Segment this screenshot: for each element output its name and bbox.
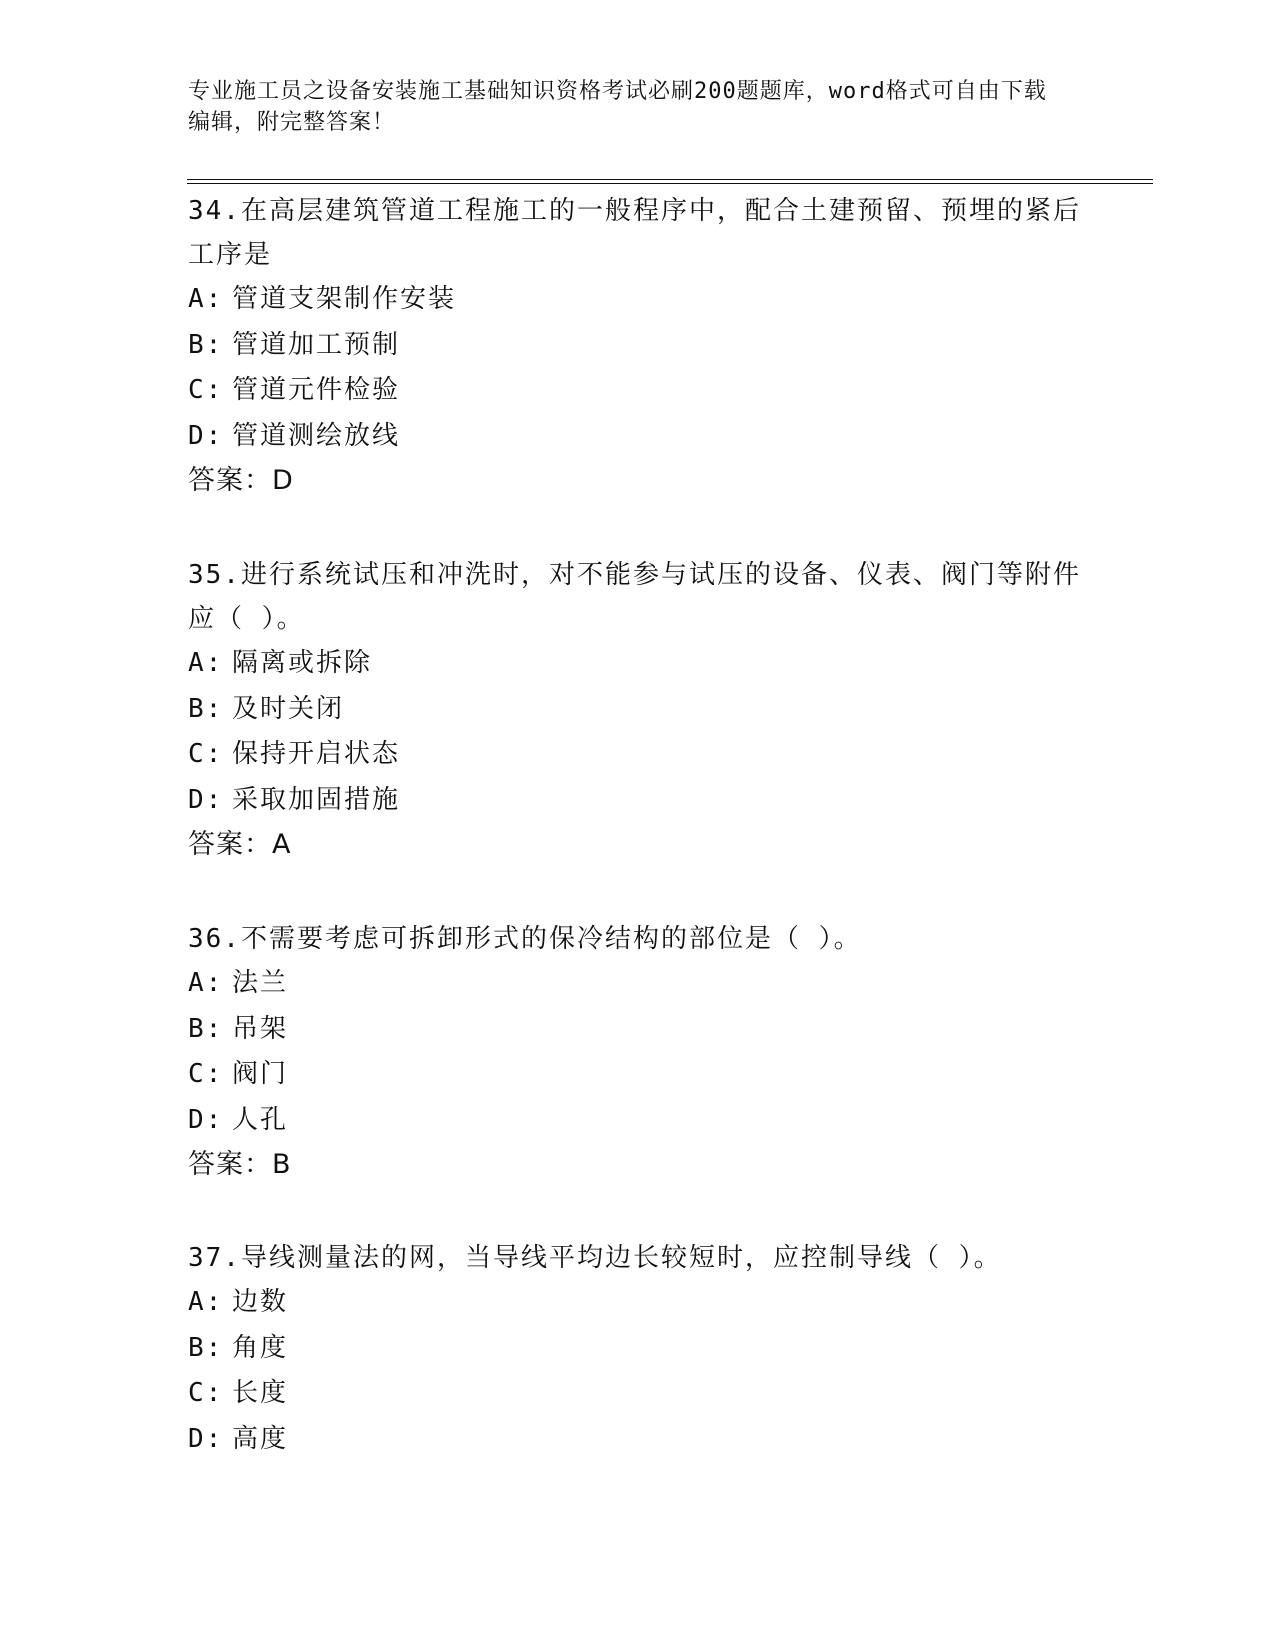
option-d	[188, 1098, 1088, 1144]
option-a	[188, 277, 1088, 323]
question-34	[188, 189, 1088, 503]
option-letter: B:	[188, 1013, 224, 1044]
option-b	[188, 1326, 1088, 1372]
question-title: 36.不需要考虑可拆卸形式的保冷结构的部位是（ ）。	[188, 924, 862, 954]
question-35	[188, 553, 1088, 867]
option-text: 及时关闭	[232, 693, 345, 724]
option-text: 阀门	[232, 1059, 289, 1089]
question-36	[188, 917, 1088, 1187]
option-d	[188, 1417, 1088, 1463]
option-a	[188, 1280, 1088, 1326]
option-text: 保持开启状态	[232, 739, 401, 769]
option-letter: C:	[188, 1378, 224, 1408]
option-text: 管道加工预制	[232, 329, 401, 360]
option-c	[188, 1371, 1088, 1417]
option-text: 边数	[232, 1287, 289, 1317]
option-a	[188, 641, 1088, 687]
option-letter: C:	[188, 739, 224, 769]
option-b	[188, 1007, 1088, 1053]
answer-line: 答案：A	[188, 829, 292, 860]
option-text: 吊架	[232, 1013, 289, 1044]
option-letter: C:	[188, 1059, 224, 1089]
option-text: 采取加固措施	[232, 784, 401, 815]
option-d	[188, 778, 1088, 824]
option-text: 法兰	[232, 968, 289, 998]
option-text: 管道测绘放线	[232, 420, 401, 451]
option-letter: B:	[188, 329, 224, 360]
option-letter: A:	[188, 284, 224, 314]
option-b	[188, 687, 1088, 733]
question-title: 35.进行系统试压和冲洗时，对不能参与试压的设备、仪表、阀门等附件应（ ）。	[188, 560, 1081, 634]
option-b	[188, 323, 1088, 369]
question-title: 34.在高层建筑管道工程施工的一般程序中，配合土建预留、预埋的紧后工序是	[188, 196, 1081, 270]
option-text: 角度	[232, 1332, 289, 1363]
option-letter: B:	[188, 1332, 224, 1363]
document-header: 专业施工员之设备安装施工基础知识资格考试必刷200题题库，word格式可自由下载编辑，附完整答案！	[188, 79, 1047, 135]
answer-line: 答案：D	[188, 465, 294, 496]
option-text: 高度	[232, 1423, 289, 1454]
question-37	[188, 1236, 1088, 1462]
option-text: 管道支架制作安装	[232, 284, 457, 314]
option-letter: D:	[188, 1104, 224, 1135]
option-text: 长度	[232, 1378, 289, 1408]
option-text: 人孔	[232, 1104, 289, 1135]
option-letter: A:	[188, 648, 224, 678]
option-letter: D:	[188, 1423, 224, 1454]
option-c	[188, 1052, 1088, 1098]
answer-line: 答案：B	[188, 1149, 292, 1180]
option-letter: D:	[188, 784, 224, 815]
option-c	[188, 368, 1088, 414]
option-d	[188, 414, 1088, 460]
option-letter: D:	[188, 420, 224, 451]
option-letter: C:	[188, 375, 224, 405]
question-title: 37.导线测量法的网，当导线平均边长较短时，应控制导线（ ）。	[188, 1243, 1002, 1273]
header-divider-line	[187, 179, 1153, 180]
option-letter: B:	[188, 693, 224, 724]
option-a	[188, 961, 1088, 1007]
header-divider-line-second	[187, 183, 1153, 184]
option-text: 管道元件检验	[232, 375, 401, 405]
option-c	[188, 732, 1088, 778]
option-letter: A:	[188, 1287, 224, 1317]
option-text: 隔离或拆除	[232, 648, 373, 678]
option-letter: A:	[188, 968, 224, 998]
